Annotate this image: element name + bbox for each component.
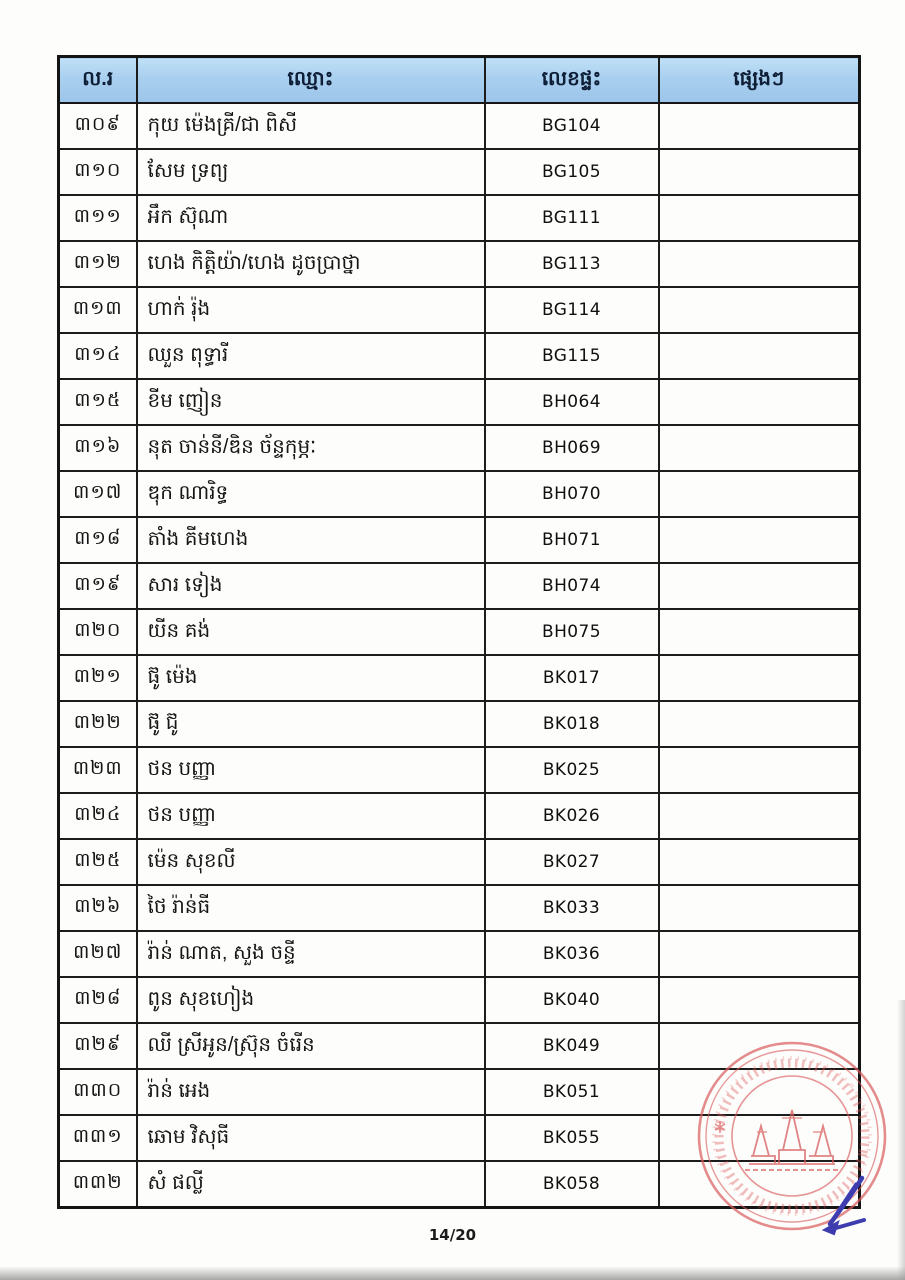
table-row: [59, 701, 860, 747]
note-cell: [659, 149, 860, 195]
name-cell: ឈី ស្រីអូន/ស្រ៊ុន ចំរើន: [137, 1023, 485, 1069]
house-code-cell: BK055: [485, 1115, 659, 1161]
note-cell: [659, 701, 860, 747]
row-number-cell: ៣២៣: [59, 747, 137, 793]
house-code-cell: BG111: [485, 195, 659, 241]
row-number-cell: ៣៣០: [59, 1069, 137, 1115]
table-row: [59, 1161, 860, 1208]
table-row: [59, 931, 860, 977]
row-number-cell: ៣២៥: [59, 839, 137, 885]
name-cell: ផ៊ូ ជ៊ូ: [137, 701, 485, 747]
table-row: [59, 609, 860, 655]
name-cell: ពូន សុខហៀង: [137, 977, 485, 1023]
table-row: [59, 149, 860, 195]
name-cell: ហាក់ រ៉ុង: [137, 287, 485, 333]
name-cell: កុយ ម៉េងគ្រី/ជា ពិសី: [137, 103, 485, 149]
row-number-cell: ៣១៦: [59, 425, 137, 471]
table-row: [59, 563, 860, 609]
name-cell: ឌុក ណារិទ្ធ: [137, 471, 485, 517]
page-edge-shadow-bottom: [0, 1266, 905, 1280]
house-code-cell: BH070: [485, 471, 659, 517]
header-name: ឈ្មោះ: [137, 57, 485, 104]
table-row: [59, 241, 860, 287]
table-row: [59, 1115, 860, 1161]
header-row-number: ល.រ: [59, 57, 137, 104]
row-number-cell: ៣២០: [59, 609, 137, 655]
note-cell: [659, 793, 860, 839]
house-code-cell: BK026: [485, 793, 659, 839]
table-row: [59, 471, 860, 517]
table-row: [59, 1069, 860, 1115]
note-cell: [659, 1023, 860, 1069]
name-cell: សែម ទ្រព្យ: [137, 149, 485, 195]
name-cell: ហេង កិត្តិយ៉ា/ហេង ដូចប្រាថ្នា: [137, 241, 485, 287]
row-number-cell: ៣១៨: [59, 517, 137, 563]
house-code-cell: BK027: [485, 839, 659, 885]
table-row: [59, 517, 860, 563]
table-row: [59, 793, 860, 839]
row-number-cell: ៣២១: [59, 655, 137, 701]
name-cell: សារ ទៀង: [137, 563, 485, 609]
note-cell: [659, 379, 860, 425]
table-row: [59, 977, 860, 1023]
name-cell: រ៉ាន់ អេង: [137, 1069, 485, 1115]
note-cell: [659, 839, 860, 885]
row-number-cell: ៣១៧: [59, 471, 137, 517]
name-cell: ថន បញ្ញា: [137, 747, 485, 793]
name-cell: ខីម ញៀន: [137, 379, 485, 425]
name-cell: យីន គង់: [137, 609, 485, 655]
name-cell: សំ ផល្លី: [137, 1161, 485, 1208]
name-cell: រ៉ាន់ ណាត, សួង ចន្ទី: [137, 931, 485, 977]
row-number-cell: ៣២២: [59, 701, 137, 747]
house-code-cell: BG104: [485, 103, 659, 149]
house-code-cell: BG105: [485, 149, 659, 195]
table-row: [59, 195, 860, 241]
row-number-cell: ៣១០: [59, 149, 137, 195]
name-cell: ថន បញ្ញា: [137, 793, 485, 839]
note-cell: [659, 1069, 860, 1115]
note-cell: [659, 287, 860, 333]
table-row: [59, 747, 860, 793]
header-misc: ផ្សេងៗ: [659, 57, 860, 104]
house-code-cell: BG115: [485, 333, 659, 379]
name-cell: ឆោម វិសុធី: [137, 1115, 485, 1161]
table-row: [59, 885, 860, 931]
row-number-cell: ៣២៤: [59, 793, 137, 839]
row-number-cell: ៣០៩: [59, 103, 137, 149]
house-code-cell: BK049: [485, 1023, 659, 1069]
house-code-cell: BH071: [485, 517, 659, 563]
row-number-cell: ៣២៨: [59, 977, 137, 1023]
roster-table: [57, 55, 861, 1209]
table-row: [59, 379, 860, 425]
table-header-row: [59, 57, 860, 104]
note-cell: [659, 241, 860, 287]
house-code-cell: BH074: [485, 563, 659, 609]
house-code-cell: BK018: [485, 701, 659, 747]
house-code-cell: BK033: [485, 885, 659, 931]
name-cell: តាំង គីមហេង: [137, 517, 485, 563]
note-cell: [659, 425, 860, 471]
row-number-cell: ៣២៧: [59, 931, 137, 977]
row-number-cell: ៣២៩: [59, 1023, 137, 1069]
note-cell: [659, 471, 860, 517]
table-row: [59, 287, 860, 333]
house-code-cell: BK036: [485, 931, 659, 977]
note-cell: [659, 747, 860, 793]
row-number-cell: ៣១៤: [59, 333, 137, 379]
note-cell: [659, 609, 860, 655]
name-cell: ផ៊ូ ម៉េង: [137, 655, 485, 701]
name-cell: អឹក ស៊ុណា: [137, 195, 485, 241]
row-number-cell: ៣១៥: [59, 379, 137, 425]
note-cell: [659, 931, 860, 977]
note-cell: [659, 1115, 860, 1161]
note-cell: [659, 103, 860, 149]
page-number: 14/20: [428, 1226, 477, 1244]
house-code-cell: BG113: [485, 241, 659, 287]
header-house-number: លេខផ្ទះ: [485, 57, 659, 104]
note-cell: [659, 333, 860, 379]
row-number-cell: ៣១២: [59, 241, 137, 287]
row-number-cell: ៣២៦: [59, 885, 137, 931]
name-cell: ម៉េន សុខលី: [137, 839, 485, 885]
house-code-cell: BH064: [485, 379, 659, 425]
table-row: [59, 1023, 860, 1069]
note-cell: [659, 195, 860, 241]
house-code-cell: BG114: [485, 287, 659, 333]
note-cell: [659, 885, 860, 931]
house-code-cell: BK058: [485, 1161, 659, 1208]
row-number-cell: ៣៣២: [59, 1161, 137, 1208]
note-cell: [659, 977, 860, 1023]
row-number-cell: ៣១៣: [59, 287, 137, 333]
row-number-cell: ៣៣១: [59, 1115, 137, 1161]
row-number-cell: ៣១១: [59, 195, 137, 241]
house-code-cell: BH075: [485, 609, 659, 655]
name-cell: ថៃ រ៉ាន់ធី: [137, 885, 485, 931]
table-body: [59, 103, 860, 1208]
note-cell: [659, 517, 860, 563]
house-code-cell: BK017: [485, 655, 659, 701]
table-row: [59, 839, 860, 885]
table-row: [59, 333, 860, 379]
house-code-cell: BK025: [485, 747, 659, 793]
note-cell: [659, 655, 860, 701]
row-number-cell: ៣១៩: [59, 563, 137, 609]
house-code-cell: BK051: [485, 1069, 659, 1115]
table-row: [59, 103, 860, 149]
house-code-cell: BK040: [485, 977, 659, 1023]
name-cell: ឈួន ពុទ្ធារី: [137, 333, 485, 379]
table-row: [59, 425, 860, 471]
table-row: [59, 655, 860, 701]
note-cell: [659, 563, 860, 609]
house-code-cell: BH069: [485, 425, 659, 471]
page-edge-shadow-right: [897, 1000, 905, 1280]
name-cell: នុត ចាន់នី/ឌិន ច័ន្ទកុម្ភៈ: [137, 425, 485, 471]
